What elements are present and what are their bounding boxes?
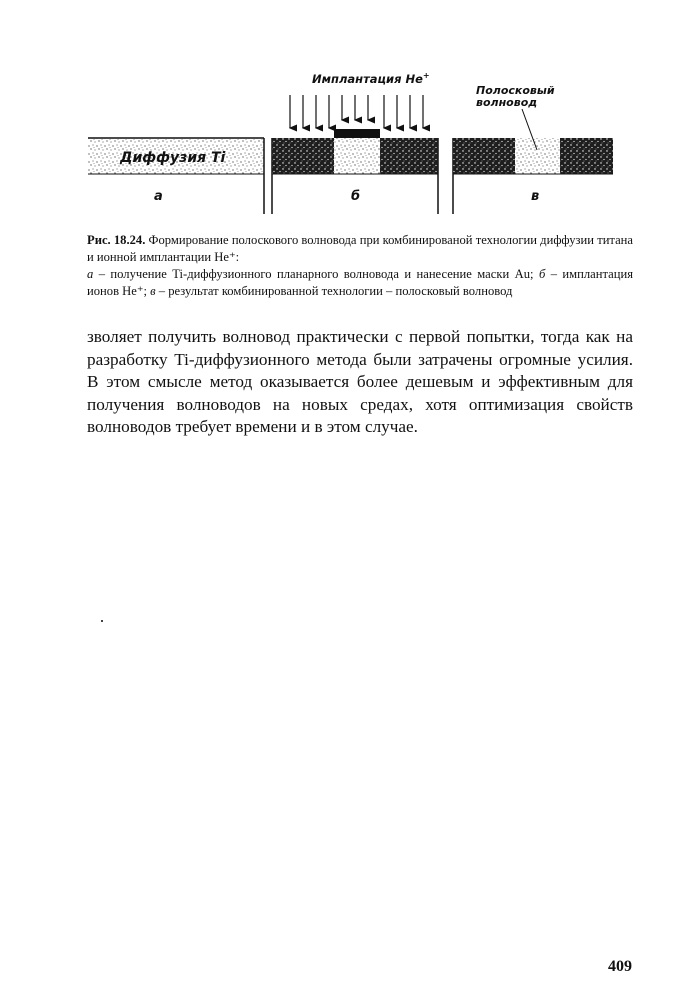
caption-key-a: а — [87, 267, 94, 281]
caption-title: Рис. 18.24. — [87, 233, 146, 247]
caption-text: Формирование полоскового волновода при комбинированой технологии диффузии титана и ионной имплантации He⁺: — [87, 233, 634, 264]
body-paragraph: зволяет получить волновод практически с первой попытки, тогда как на разработку Ti-диффузионного метода были затрачены огромные усилия. В этом смысле метод оказывается более дешевым и эффективным для получения волноводов на новых средах, хотя оптимизация свойств волноводов требует времени и в этом случае. — [87, 327, 633, 436]
figure-waveguide-formation — [0, 0, 691, 225]
panel-c-label: в — [531, 189, 540, 204]
figure-caption — [87, 232, 633, 300]
caption-text-a: – получение Ti-диффузионного планарного волновода и нанесение маски Au; — [93, 267, 539, 281]
panel-c-implanted-right — [560, 138, 613, 174]
diffusion-label: Диффузия Ti — [120, 150, 226, 166]
implant-arrows — [290, 95, 423, 128]
strip-waveguide — [515, 138, 560, 174]
gold-mask — [334, 129, 380, 138]
panel-b-implanted-left — [272, 138, 334, 174]
panel-b-masked-region — [334, 138, 380, 174]
panel-b-implanted-right — [380, 138, 438, 174]
caption-text-b: – имплантация ионов He⁺; — [87, 267, 633, 298]
caption-key-c: в — [150, 284, 156, 298]
panel-c-implanted-left — [453, 138, 515, 174]
panel-b — [272, 71, 438, 214]
panel-b-label: б — [351, 189, 361, 204]
page-number: 409 — [608, 958, 632, 975]
panel-a — [88, 138, 264, 214]
panel-c — [453, 84, 613, 214]
stray-mark — [101, 620, 103, 622]
caption-key-b: б — [538, 267, 546, 281]
panel-a-label: а — [154, 189, 163, 204]
waveguide-label-line2: волновод — [476, 96, 538, 109]
waveguide-label-line1: Полосковый — [476, 84, 555, 97]
implant-label: Имплантация He+ — [312, 71, 430, 86]
caption-text-c: – результат комбинированной технологии – полосковый волновод — [155, 284, 513, 298]
caption-legend — [87, 266, 633, 300]
